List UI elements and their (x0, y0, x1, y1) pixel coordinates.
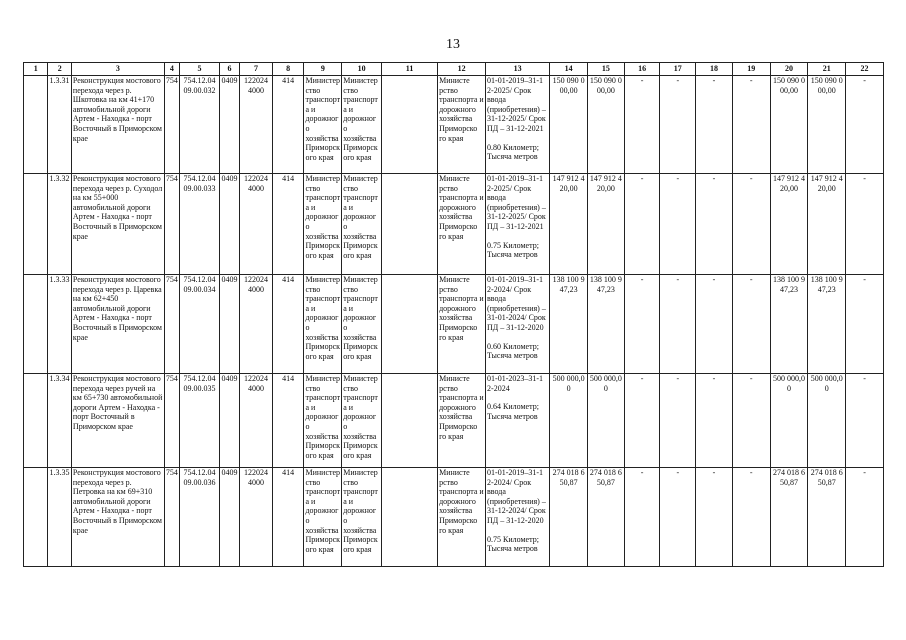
column-number-header: 22 (846, 63, 884, 76)
column-number-header: 1 (24, 63, 48, 76)
row-cell-col9: Министер ство транспорт а и дорожног о хозяйства Приморск ого края (304, 174, 342, 275)
row-cell-col21: 500 000,0 0 (808, 374, 846, 468)
document-table (23, 62, 884, 567)
row-cell-col16: - (624, 275, 660, 374)
row-cell-col17: - (660, 374, 696, 468)
row-cell-col18: - (696, 468, 733, 567)
column-number-header: 12 (438, 63, 486, 76)
row-cell-col14: 274 018 6 50,87 (550, 468, 588, 567)
page-number: 13 (446, 37, 460, 52)
row-cell-col22: - (846, 468, 884, 567)
row-cell-col3: Реконструкция мостового перехода через р. Царевка на км 62+450 автомобильной дороги Артем - Находка - порт Восточный в Приморском крае (71, 275, 164, 374)
row-cell-col16: - (624, 374, 660, 468)
capacity-text: 0.80 Километр; Тысяча метров (487, 142, 539, 162)
table-row (24, 275, 884, 374)
row-cell-col3: Реконструкция мостового перехода через р. Шкотовка на км 41+170 автомобильной дороги Артем - Находка - порт Восточный в Приморском крае (71, 76, 164, 174)
row-cell-col6: 0409 (219, 174, 239, 275)
row-cell-col4: 754 (164, 275, 179, 374)
row-cell-col4: 754 (164, 76, 179, 174)
column-number-header: 14 (550, 63, 588, 76)
row-cell-col15: 500 000,0 0 (588, 374, 625, 468)
row-cell-col11 (382, 174, 438, 275)
column-number-row (24, 63, 884, 76)
row-cell-col6: 0409 (219, 374, 239, 468)
row-cell-col9: Министер ство транспорт а и дорожног о хозяйства Приморск ого края (304, 468, 342, 567)
row-cell-col17: - (660, 275, 696, 374)
row-cell-col10: Министер ство транспорт а и дорожног о хозяйства Приморск ого края (342, 275, 382, 374)
column-number-header: 4 (164, 63, 179, 76)
row-cell-col21: 138 100 9 47,23 (808, 275, 846, 374)
capacity-text: 0.75 Километр; Тысяча метров (487, 240, 539, 260)
column-number-header: 15 (588, 63, 625, 76)
row-cell-col12: Министе рство транспорта и дорожного хозяйства Приморско го края (438, 174, 486, 275)
column-number-header: 2 (48, 63, 71, 76)
row-cell-col13 (486, 275, 550, 374)
row-cell-col19: - (732, 468, 770, 567)
row-cell-col22: - (846, 275, 884, 374)
row-cell-col8: 414 (272, 174, 304, 275)
row-cell-col22: - (846, 374, 884, 468)
column-number-header: 13 (486, 63, 550, 76)
deadline-text: 01-01-2019–31-1 2-2025/ Срок ввода (приобретения) – 31-12-2025/ Срок ПД – 31-12-2021 (487, 174, 548, 231)
column-number-header: 8 (272, 63, 304, 76)
row-cell-col22: - (846, 76, 884, 174)
row-cell-col2: 1.3.35 (48, 468, 71, 567)
row-cell-col4: 754 (164, 374, 179, 468)
row-cell-col11 (382, 275, 438, 374)
row-cell-col7: 122024 4000 (240, 76, 273, 174)
row-cell-col18: - (696, 76, 733, 174)
row-cell-col3: Реконструкция мостового перехода через ручей на км 65+730 автомобильной дороги Артем - Находка - порт Восточный в Приморском крае (71, 374, 164, 468)
table-row (24, 468, 884, 567)
row-cell-col20: 500 000,0 0 (770, 374, 808, 468)
row-cell-col15: 138 100 9 47,23 (588, 275, 625, 374)
column-number-header: 3 (71, 63, 164, 76)
row-cell-col14: 138 100 9 47,23 (550, 275, 588, 374)
row-cell-col13 (486, 174, 550, 275)
row-cell-col5: 754.12.04 09.00.034 (180, 275, 220, 374)
capacity-text: 0.64 Километр; Тысяча метров (487, 402, 539, 421)
row-cell-col12: Министе рство транспорта и дорожного хозяйства Приморско го края (438, 468, 486, 567)
row-cell-col1 (24, 76, 48, 174)
row-cell-col11 (382, 468, 438, 567)
row-cell-col17: - (660, 468, 696, 567)
row-cell-col1 (24, 468, 48, 567)
row-cell-col5: 754.12.04 09.00.035 (180, 374, 220, 468)
row-cell-col15: 147 912 4 20,00 (588, 174, 625, 275)
row-cell-col6: 0409 (219, 76, 239, 174)
row-cell-col20: 274 018 6 50,87 (770, 468, 808, 567)
row-cell-col13 (486, 76, 550, 174)
row-cell-col7: 122024 4000 (240, 174, 273, 275)
row-cell-col13 (486, 374, 550, 468)
row-cell-col2: 1.3.32 (48, 174, 71, 275)
row-cell-col10: Министер ство транспорт а и дорожног о хозяйства Приморск ого края (342, 174, 382, 275)
row-cell-col12: Министе рство транспорта и дорожного хозяйства Приморско го края (438, 76, 486, 174)
row-cell-col21: 150 090 0 00,00 (808, 76, 846, 174)
row-cell-col14: 150 090 0 00,00 (550, 76, 588, 174)
column-number-header: 17 (660, 63, 696, 76)
row-cell-col5: 754.12.04 09.00.032 (180, 76, 220, 174)
row-cell-col12: Министе рство транспорта и дорожного хозяйства Приморско го края (438, 275, 486, 374)
column-number-header: 11 (382, 63, 438, 76)
table-row (24, 174, 884, 275)
row-cell-col10: Министер ство транспорт а и дорожног о хозяйства Приморск ого края (342, 374, 382, 468)
row-cell-col1 (24, 275, 48, 374)
row-cell-col19: - (732, 174, 770, 275)
column-number-header: 18 (696, 63, 733, 76)
column-number-header: 5 (180, 63, 220, 76)
column-number-header: 16 (624, 63, 660, 76)
column-number-header: 6 (219, 63, 239, 76)
row-cell-col8: 414 (272, 76, 304, 174)
row-cell-col20: 150 090 0 00,00 (770, 76, 808, 174)
row-cell-col17: - (660, 174, 696, 275)
row-cell-col16: - (624, 76, 660, 174)
row-cell-col3: Реконструкция мостового перехода через р. Суходол на км 55+000 автомобильной дороги Артем - Находка - порт Восточный в Приморском крае (71, 174, 164, 275)
row-cell-col8: 414 (272, 468, 304, 567)
column-number-header: 10 (342, 63, 382, 76)
row-cell-col20: 147 912 4 20,00 (770, 174, 808, 275)
row-cell-col10: Министер ство транспорт а и дорожног о хозяйства Приморск ого края (342, 76, 382, 174)
row-cell-col20: 138 100 9 47,23 (770, 275, 808, 374)
row-cell-col18: - (696, 174, 733, 275)
row-cell-col15: 150 090 0 00,00 (588, 76, 625, 174)
deadline-text: 01-01-2019–31-1 2-2024/ Срок ввода (приобретения) – 31-12-2024/ Срок ПД – 31-12-2020 (487, 468, 548, 525)
row-cell-col12: Министе рство транспорта и дорожного хозяйства Приморско го края (438, 374, 486, 468)
row-cell-col8: 414 (272, 374, 304, 468)
row-cell-col19: - (732, 374, 770, 468)
row-cell-col11 (382, 374, 438, 468)
row-cell-col18: - (696, 275, 733, 374)
deadline-text: 01-01-2019–31-1 2-2024/ Срок ввода (приобретения) – 31-01-2024/ Срок ПД – 31-12-2020 (487, 275, 548, 332)
row-cell-col3: Реконструкция мостового перехода через р. Петровка на км 69+310 автомобильной дороги Артем - Находка - порт Восточный в Приморском крае (71, 468, 164, 567)
row-cell-col13 (486, 468, 550, 567)
row-cell-col9: Министер ство транспорт а и дорожног о хозяйства Приморск ого края (304, 374, 342, 468)
column-number-header: 7 (240, 63, 273, 76)
row-cell-col6: 0409 (219, 468, 239, 567)
deadline-text: 01-01-2019–31-1 2-2025/ Срок ввода (приобретения) – 31-12-2025/ Срок ПД – 31-12-2021 (487, 76, 548, 133)
row-cell-col7: 122024 4000 (240, 374, 273, 468)
row-cell-col11 (382, 76, 438, 174)
capacity-text: 0.75 Километр; Тысяча метров (487, 534, 539, 554)
row-cell-col16: - (624, 174, 660, 275)
deadline-text: 01-01-2023–31-1 2-2024 (487, 374, 546, 393)
column-number-header: 9 (304, 63, 342, 76)
row-cell-col1 (24, 374, 48, 468)
row-cell-col5: 754.12.04 09.00.033 (180, 174, 220, 275)
column-number-header: 20 (770, 63, 808, 76)
row-cell-col2: 1.3.34 (48, 374, 71, 468)
row-cell-col7: 122024 4000 (240, 275, 273, 374)
row-cell-col2: 1.3.31 (48, 76, 71, 174)
column-number-header: 21 (808, 63, 846, 76)
row-cell-col4: 754 (164, 468, 179, 567)
row-cell-col16: - (624, 468, 660, 567)
row-cell-col17: - (660, 76, 696, 174)
table-row (24, 374, 884, 468)
row-cell-col4: 754 (164, 174, 179, 275)
row-cell-col6: 0409 (219, 275, 239, 374)
row-cell-col15: 274 018 6 50,87 (588, 468, 625, 567)
row-cell-col18: - (696, 374, 733, 468)
row-cell-col7: 122024 4000 (240, 468, 273, 567)
row-cell-col8: 414 (272, 275, 304, 374)
row-cell-col22: - (846, 174, 884, 275)
row-cell-col9: Министер ство транспорт а и дорожног о хозяйства Приморск ого края (304, 76, 342, 174)
row-cell-col14: 500 000,0 0 (550, 374, 588, 468)
row-cell-col14: 147 912 4 20,00 (550, 174, 588, 275)
row-cell-col21: 274 018 6 50,87 (808, 468, 846, 567)
row-cell-col5: 754.12.04 09.00.036 (180, 468, 220, 567)
row-cell-col10: Министер ство транспорт а и дорожног о хозяйства Приморск ого края (342, 468, 382, 567)
column-number-header: 19 (732, 63, 770, 76)
table-row (24, 76, 884, 174)
row-cell-col19: - (732, 76, 770, 174)
capacity-text: 0.60 Километр; Тысяча метров (487, 341, 539, 361)
row-cell-col1 (24, 174, 48, 275)
row-cell-col2: 1.3.33 (48, 275, 71, 374)
row-cell-col19: - (732, 275, 770, 374)
row-cell-col21: 147 912 4 20,00 (808, 174, 846, 275)
row-cell-col9: Министер ство транспорт а и дорожног о хозяйства Приморск ого края (304, 275, 342, 374)
